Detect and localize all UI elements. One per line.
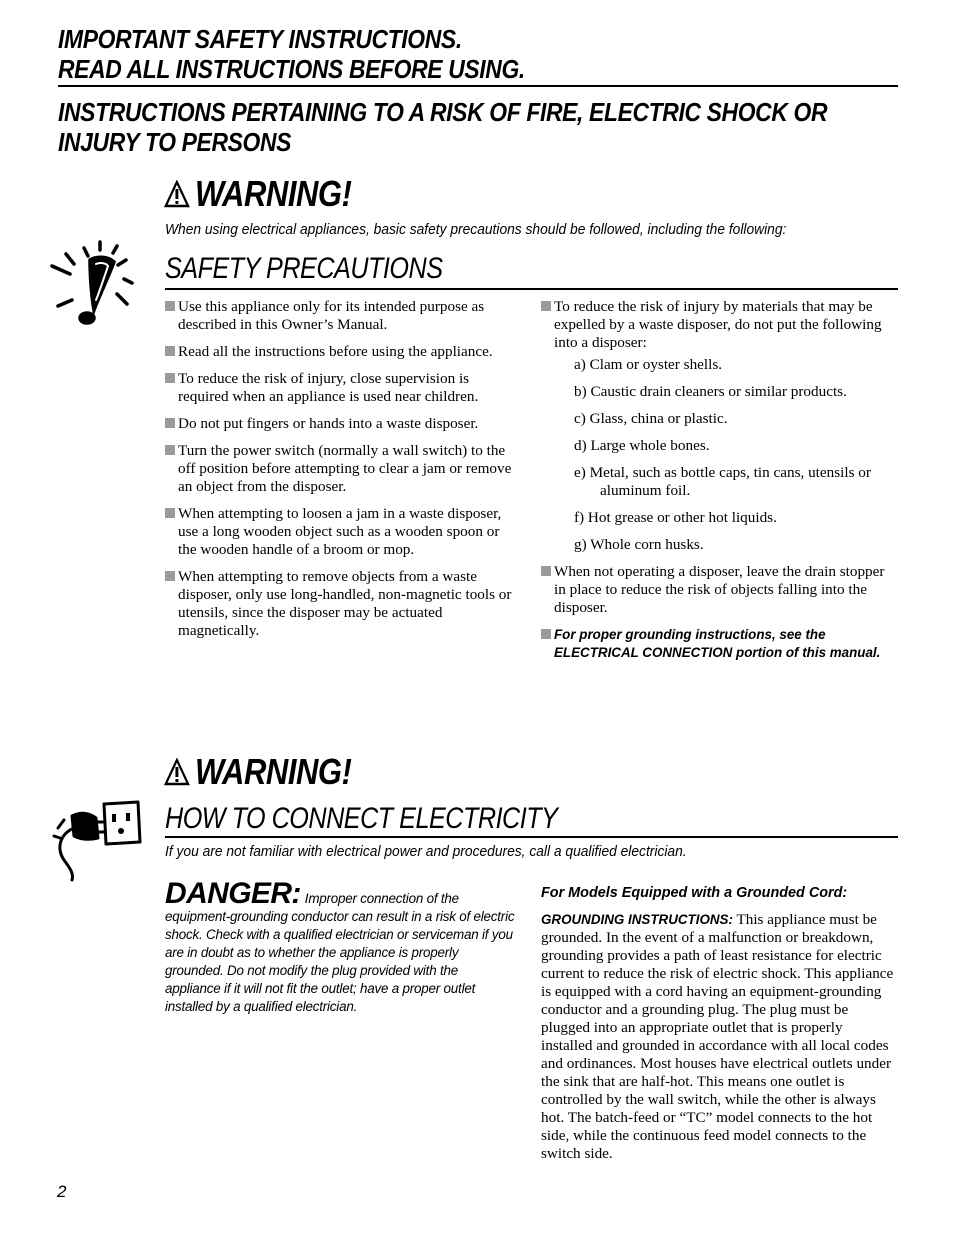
exclamation-burst-icon [44, 238, 144, 330]
electricity-rule [165, 836, 898, 838]
sub-item: c) Glass, china or plastic. [574, 410, 728, 427]
sub-item: b) Caustic drain cleaners or similar products. [574, 383, 847, 400]
list-item-grounding-note: For proper grounding instructions, see the ELECTRICAL CONNECTION portion of this manual. [541, 626, 897, 662]
safety-list-right [541, 298, 897, 671]
danger-block [165, 877, 515, 1016]
warning-triangle-icon [164, 180, 190, 208]
header-line-3: INSTRUCTIONS PERTAINING TO A RISK OF FIRE, ELECTRIC SHOCK OR [58, 97, 828, 127]
list-item [541, 298, 897, 554]
warning-triangle-icon [164, 758, 190, 786]
page-number: 2 [57, 1182, 67, 1201]
warning-title-1-text: WARNING! [194, 173, 352, 214]
plug-outlet-icon [52, 798, 144, 884]
warning-2-intro: If you are not familiar with electrical power and procedures, call a qualified electrician. [165, 843, 687, 860]
danger-label: DANGER: [165, 877, 301, 910]
sub-item: d) Large whole bones. [574, 437, 710, 454]
list-item: When attempting to remove objects from a waste disposer, only use long-handled, non-magnetic tools or utensils, since the disposer may be actuated magnetically. [165, 568, 515, 640]
safety-list-left [165, 298, 515, 649]
warning-1-intro: When using electrical appliances, basic safety precautions should be followed, including the following: [165, 221, 787, 238]
grounding-block [541, 883, 897, 1163]
warning-title-1 [164, 174, 351, 214]
grounding-label: GROUNDING INSTRUCTIONS: [541, 912, 733, 927]
header-line-2: READ ALL INSTRUCTIONS BEFORE USING. [58, 54, 525, 84]
list-item: Turn the power switch (normally a wall switch) to the off position before attempting to clear a jam or remove an object from the disposer. [165, 442, 515, 496]
list-item-text: To reduce the risk of injury by materials that may be expelled by a waste disposer, do not put the following into a disposer: [554, 298, 882, 351]
grounded-cord-heading: For Models Equipped with a Grounded Cord: [541, 885, 848, 901]
connect-electricity-title: HOW TO CONNECT ELECTRICITY [165, 802, 558, 835]
safety-precautions-title: SAFETY PRECAUTIONS [165, 252, 443, 285]
list-item: Read all the instructions before using the appliance. [165, 343, 515, 361]
list-item: Do not put fingers or hands into a waste disposer. [165, 415, 515, 433]
list-item: To reduce the risk of injury, close supervision is required when an appliance is used near children. [165, 370, 515, 406]
sub-item: e) Metal, such as bottle caps, tin cans, utensils or aluminum foil. [574, 464, 871, 499]
header-rule [58, 85, 898, 87]
header-line-4: INJURY TO PERSONS [58, 127, 292, 157]
warning-title-2 [164, 752, 351, 792]
sub-item: a) Clam or oyster shells. [574, 356, 723, 373]
list-item: Use this appliance only for its intended purpose as described in this Owner’s Manual. [165, 298, 515, 334]
warning-title-2-text: WARNING! [194, 751, 352, 792]
header-line-1: IMPORTANT SAFETY INSTRUCTIONS. [58, 24, 462, 54]
grounding-paragraph [541, 911, 897, 1163]
grounding-text: This appliance must be grounded. In the event of a malfunction or breakdown, grounding provides a path of least resistance for electric current to reduce the risk of electric shock. This appliance is equipped with a cord having an equipment-grounding conductor and a grounding plug. The plug must be plugged into an appropriate outlet that is properly installed and grounded in accordance with all local codes and ordinances. Most houses have electrical outlets under the sink that are half-hot. This means one outlet is controlled by the wall switch, while the other is always hot. The batch-feed or “TC” model connects to the hot side, while the continuous feed model connects to the switch side. [541, 911, 894, 1162]
sub-list [554, 356, 897, 554]
list-item: When attempting to loosen a jam in a waste disposer, use a long wooden object such as a wooden spoon or the wooden handle of a broom or mop. [165, 505, 515, 559]
list-item: When not operating a disposer, leave the drain stopper in place to reduce the risk of objects falling into the disposer. [541, 563, 897, 617]
sub-item: f) Hot grease or other hot liquids. [574, 509, 777, 526]
safety-rule [165, 288, 898, 290]
danger-text: Improper connection of the equipment-grounding conductor can result in a risk of electric shock. Check with a qualified electrician or serviceman if you are in doubt as to whether the appliance is properly grounded. Do not modify the plug provided with the appliance if it will not fit the outlet; have a proper outlet installed by a qualified electrician. [165, 891, 515, 1014]
sub-item: g) Whole corn husks. [574, 536, 704, 553]
